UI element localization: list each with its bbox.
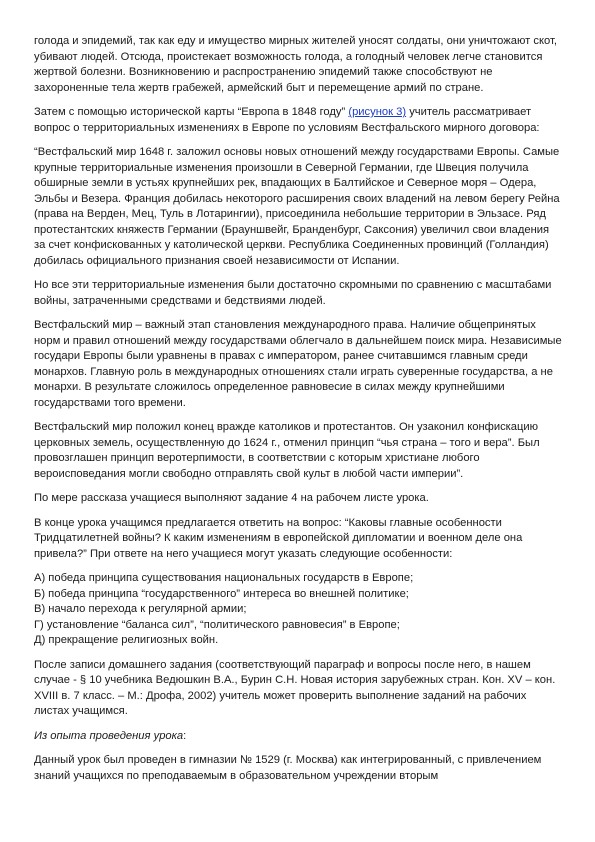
document-page — [34, 34, 562, 793]
paragraph-gymnasium: Данный урок был проведен в гимназии № 1529 (г. Москва) как интегрированный, с привлечением знаний учащихся по преподаваемым в образовательном учреждении вторым — [34, 754, 542, 782]
figure-3-link[interactable]: (рисунок 3) — [348, 106, 407, 118]
paragraph-religious-peace: Вестфальский мир положил конец вражде католиков и протестантов. Он узаконил конфискацию церковных земель, осуществленную до 1624 г., отменил принцип “чья страна – того и вера”. Был провозглашен принцип веротерпимости, в соответствии с которым христиане любого вероисповедания могли свободно отправлять свой культ в любой части империи”. — [34, 421, 540, 480]
paragraph-international-law: Вестфальский мир – важный этап становления международного права. Наличие общепринятых норм и правил отношений между государствами облегчало в дальнейшем поиск мира. Независимые государи Европы были уравнены в правах с императором, ранее считавшимся главным среди монархов. Главную роль в международных отношениях стали играть суверенные государства, а не монархи. В результате сложилось определенное равновесие в силах между крупнейшими государствами того времени. — [34, 319, 562, 409]
paragraph-quote-territorial: “Вестфальский мир 1648 г. заложил основы новых отношений между государствами Европы. Самые крупные территориальные изменения произошли в Северной Германии, где Швеция получила обширные земли в устьях крупнейших рек, впадающих в Балтийское и Северное моря – Одера, Эльбы и Везера. Франция добилась некоторого расширения своих владений на левом берегу Рейна (права на Верден, Мец, Туль в Лотарингии), присоединила небольшие территории в Эльзасе. Ряд протестантских княжеств Германии (Брауншвейг, Бранденбург, Саксония) увеличил свои владения за счет конфискованных у католической церкви. Республика Соединенных провинций (Голландия) добилась официального признания своей независимости от Испании. — [34, 146, 560, 267]
section-heading-colon: : — [183, 729, 187, 742]
paragraph-task-4: По мере рассказа учащиеся выполняют задание 4 на рабочем листе урока. — [34, 492, 429, 504]
paragraph-homework: После записи домашнего задания (соответствующий параграф и вопросы после него, в нашем случае - § 10 учебника Ведюшкин В.А., Бурин С.Н. Новая история зарубежных стран. Кон. XV – кон. XVIII в. 7 класс. – М.: Дрофа, 2002) учитель может проверить выполнение заданий на рабочих листах учащимся. — [34, 658, 556, 717]
map-intro-text-end: учитель рассматривает вопрос о территориальных изменениях в Европе по условиям Вестфальского мирного договора: — [34, 106, 540, 134]
list-item: Д) прекращение религиозных войн. — [34, 634, 219, 646]
paragraph-map-intro — [34, 105, 562, 136]
features-list — [34, 571, 562, 649]
paragraph-modest-changes: Но все эти территориальные изменения были достаточно скромными по сравнению с масштабами войны, затраченными средствами и бедствиями людей. — [34, 279, 552, 307]
list-item: А) победа принципа существования национальных государств в Европе; — [34, 572, 414, 584]
map-intro-text: Затем с помощью исторической карты “Европа в 1848 году” — [34, 106, 349, 118]
paragraph-final-question: В конце урока учащимся предлагается ответить на вопрос: “Каковы главные особенности Тридцатилетней войны? К каким изменениям в европейской дипломатии и военном деле она привела?” При ответе на него учащиеся могут указать следующие особенности: — [34, 516, 523, 560]
paragraph-epidemics: голода и эпидемий, так как еду и имущество мирных жителей уносят солдаты, они уничтожают скот, убивают людей. Отсюда, проистекает возможность голода, а голодный человек легче становится жертвой болезни. Возникновению и распространению эпидемий также способствуют не захороненные тела жертв грабежей, армейский быт и перемещение армий по стране. — [34, 35, 557, 94]
list-item: В) начало перехода к регулярной армии; — [34, 603, 247, 615]
section-heading-text: Из опыта проведения урока — [34, 729, 184, 742]
list-item: Б) победа принципа “государственного” интереса во внешней политике; — [34, 587, 409, 600]
section-heading-experience — [34, 729, 562, 745]
list-item: Г) установление “баланса сил”, “политического равновесия” в Европе; — [34, 618, 400, 631]
